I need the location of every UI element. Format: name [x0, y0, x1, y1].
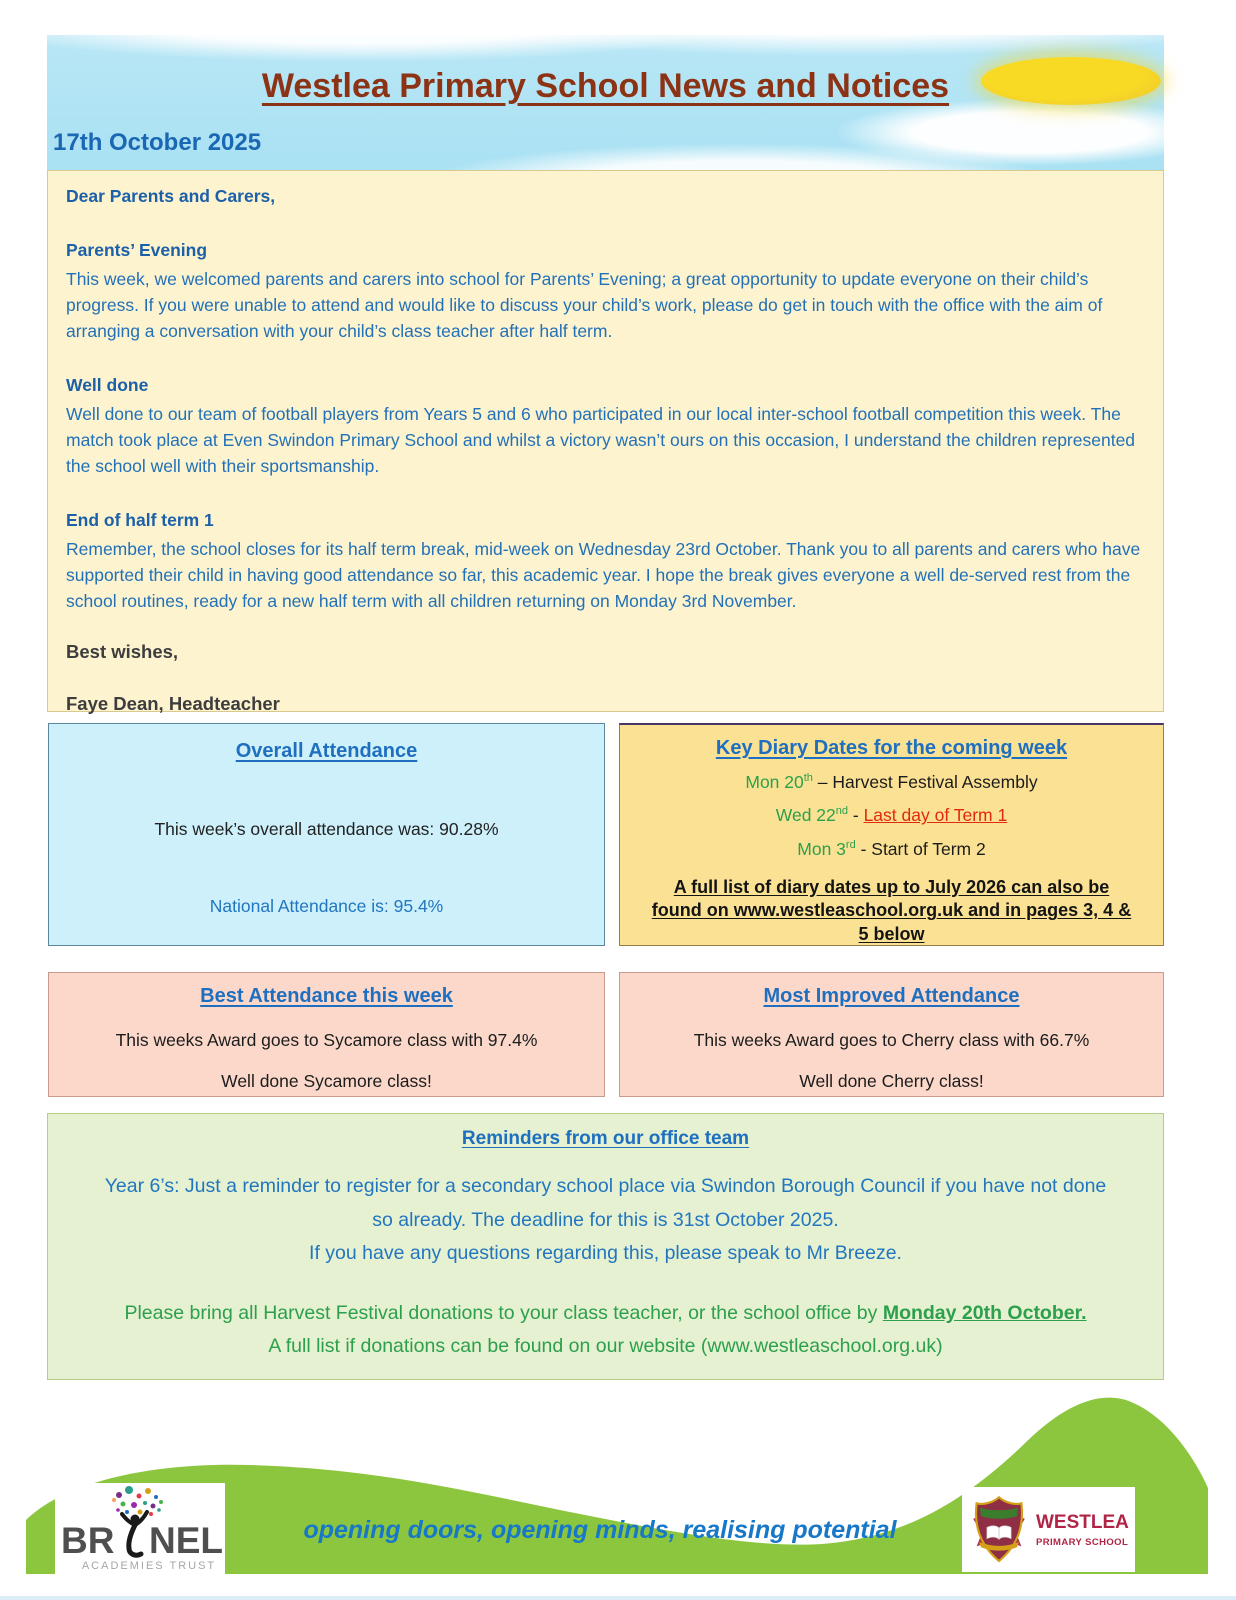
year6-reminder	[93, 1170, 1119, 1271]
westlea-logo-text	[1036, 1512, 1129, 1548]
section-body-end-of-half-term: Remember, the school closes for its half term break, mid-week on Wednesday 23rd October. Thank you to all parents and carers who have supported their child in having good attendance so far, this academic year. I hope the break gives everyone a well de-served rest from the school routines, ready for a new half term with all children returning on Monday 3rd November.	[66, 538, 1141, 611]
diary-full-list-note: A full list of diary dates up to July 2026 can also be found on www.westleaschool.org.uk and in pages 3, 4 & 5 below	[651, 876, 1132, 944]
letter-closing: Best wishes,	[66, 641, 179, 663]
diary-dates-title: Key Diary Dates for the coming week	[715, 737, 1068, 759]
westlea-logo	[962, 1487, 1135, 1572]
overall-attendance-value: This week’s overall attendance was: 90.28%	[154, 819, 499, 839]
trust-tagline: opening doors, opening minds, realising potential	[303, 1516, 897, 1544]
overall-attendance-title: Overall Attendance	[235, 740, 418, 762]
issue-date: 17th October 2025	[53, 129, 262, 156]
diary-entry-term2-start: Mon 3rd - Start of Term 2	[797, 838, 986, 859]
section-heading-well-done: Well done	[66, 375, 149, 396]
svg-text:BR: BR	[61, 1520, 115, 1559]
westlea-name: WESTLEA	[1036, 1511, 1129, 1533]
reminders-box	[47, 1113, 1164, 1380]
brunel-logo	[55, 1483, 225, 1580]
section-body-well-done: Well done to our team of football players from Years 5 and 6 who participated in our local inter-school football competition this week. The match took place at Even Swindon Primary School and whilst a victory wasn’t ours on this occasion, I understand the children represented the school well with their sportsmanship.	[66, 403, 1136, 476]
national-attendance-value: National Attendance is: 95.4%	[209, 896, 444, 916]
letter-signature: Faye Dean, Headteacher	[66, 693, 280, 714]
harvest-reminder-line1: Please bring all Harvest Festival donations to your class teacher, or the school office by Monday 20th October.	[124, 1301, 1087, 1324]
best-attendance-title: Best Attendance this week	[200, 985, 453, 1007]
most-improved-award: This weeks Award goes to Cherry class with 66.7%	[693, 1030, 1090, 1050]
diary-dates-list	[620, 766, 1163, 866]
section-body-parents-evening: This week, we welcomed parents and carers into school for Parents’ Evening; a great opportunity to update everyone on their child’s progress. If you were unable to attend and would like to discuss your child’s work, please do get in touch with the office with the aim of arranging a conversation with your child’s class teacher after half term.	[66, 268, 1103, 341]
best-attendance-award: This weeks Award goes to Sycamore class with 97.4%	[115, 1030, 538, 1050]
year6-reminder-line1: Year 6’s: Just a reminder to register for a secondary school place via Swindon Borough Council if you have not done so already. The deadline for this is 31st October 2025.	[104, 1175, 1107, 1231]
diary-dates-box	[619, 723, 1164, 946]
most-improved-congrats: Well done Cherry class!	[799, 1071, 984, 1091]
most-improved-box	[619, 972, 1164, 1097]
diary-entry-harvest: Mon 20th – Harvest Festival Assembly	[745, 772, 1038, 792]
sky-header	[47, 35, 1164, 170]
svg-text:NEL: NEL	[149, 1520, 223, 1559]
brunel-logo-art	[57, 1483, 223, 1559]
most-improved-title: Most Improved Attendance	[763, 985, 1020, 1007]
salutation: Dear Parents and Carers,	[66, 186, 276, 206]
harvest-deadline: Monday 20th October.	[882, 1301, 1087, 1324]
westlea-subtitle: PRIMARY SCHOOL	[1036, 1536, 1129, 1548]
best-attendance-congrats: Well done Sycamore class!	[221, 1071, 432, 1091]
page-bottom-edge	[0, 1596, 1236, 1600]
brunel-dots	[112, 1486, 163, 1516]
year6-reminder-line2: If you have any questions regarding this, please speak to Mr Breeze.	[309, 1242, 902, 1265]
overall-attendance-box	[48, 723, 605, 946]
diary-entry-last-day: Wed 22nd - Last day of Term 1	[775, 805, 1008, 826]
brunel-person-icon	[122, 1512, 147, 1555]
reminders-title: Reminders from our office team	[461, 1128, 750, 1149]
harvest-reminder	[70, 1297, 1140, 1364]
section-heading-end-of-half-term: End of half term 1	[66, 510, 214, 531]
head-teacher-letter	[47, 170, 1164, 712]
page-title: Westlea Primary School News and Notices	[261, 67, 950, 105]
harvest-reminder-line2: A full list if donations can be found on our website (www.westleaschool.org.uk)	[268, 1335, 943, 1358]
section-heading-parents-evening: Parents’ Evening	[66, 240, 208, 261]
best-attendance-box	[48, 972, 605, 1097]
brunel-subtitle: ACADEMIES TRUST	[81, 1560, 217, 1572]
westlea-crest-icon	[968, 1492, 1030, 1568]
